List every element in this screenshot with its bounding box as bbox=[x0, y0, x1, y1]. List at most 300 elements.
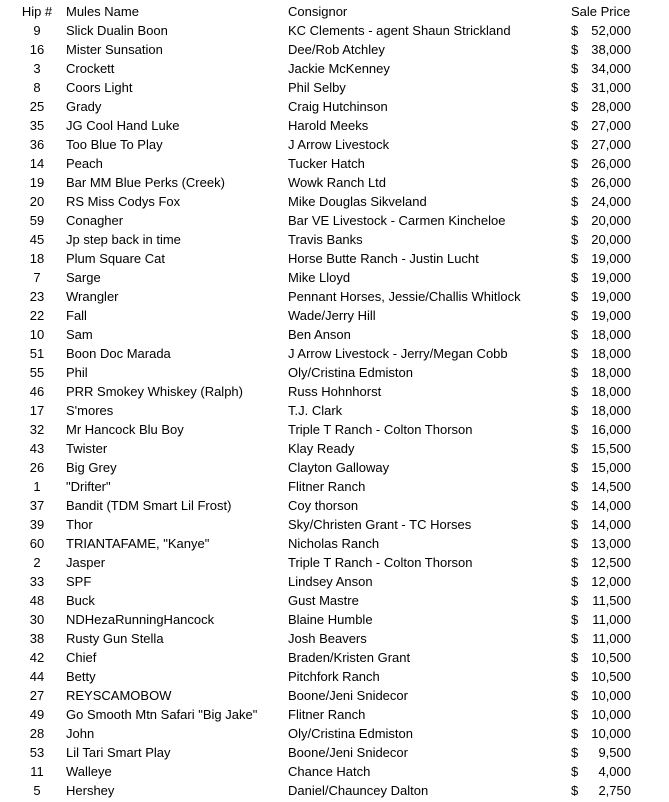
sale-price-inner bbox=[571, 781, 638, 800]
sale-price-cell bbox=[571, 382, 638, 401]
sale-price-amount: 20,000 bbox=[591, 232, 631, 247]
table-row bbox=[8, 249, 638, 268]
mule-name-cell: Big Grey bbox=[66, 460, 117, 475]
table-row bbox=[8, 306, 638, 325]
consignor-cell: Chance Hatch bbox=[288, 764, 371, 779]
consignor-cell: Sky/Christen Grant - TC Horses bbox=[288, 517, 472, 532]
currency-symbol: $ bbox=[571, 175, 579, 190]
sale-price-inner bbox=[571, 534, 638, 553]
mule-name-cell: Phil bbox=[66, 365, 88, 380]
mule-name-cell: "Drifter" bbox=[66, 479, 111, 494]
sale-price-amount: 10,000 bbox=[591, 688, 631, 703]
sale-price-inner bbox=[571, 420, 638, 439]
table-row bbox=[8, 724, 638, 743]
hip-number-cell: 27 bbox=[29, 688, 45, 703]
mule-name-cell: Jasper bbox=[66, 555, 106, 570]
sale-price-amount: 18,000 bbox=[591, 365, 631, 380]
hip-number-cell: 45 bbox=[29, 232, 45, 247]
sale-price-cell bbox=[571, 344, 638, 363]
sale-price-inner bbox=[571, 154, 638, 173]
consignor-cell: Blaine Humble bbox=[288, 612, 373, 627]
currency-symbol: $ bbox=[571, 42, 579, 57]
hip-number-cell: 32 bbox=[29, 422, 45, 437]
consignor-cell: Ben Anson bbox=[288, 327, 351, 342]
consignor-cell: Coy thorson bbox=[288, 498, 359, 513]
table-row bbox=[8, 572, 638, 591]
sale-price-cell bbox=[571, 420, 638, 439]
sale-price-cell bbox=[571, 591, 638, 610]
table-row bbox=[8, 287, 638, 306]
col-header-mules-name: Mules Name bbox=[66, 4, 139, 19]
consignor-cell: Gust Mastre bbox=[288, 593, 359, 608]
sale-price-inner bbox=[571, 648, 638, 667]
sale-price-amount: 12,500 bbox=[591, 555, 631, 570]
sale-price-inner bbox=[571, 401, 638, 420]
sale-price-inner bbox=[571, 192, 638, 211]
sale-price-amount: 9,500 bbox=[598, 745, 631, 760]
sale-price-inner bbox=[571, 230, 638, 249]
sale-price-cell bbox=[571, 534, 638, 553]
sale-price-amount: 18,000 bbox=[591, 384, 631, 399]
sale-price-cell bbox=[571, 781, 638, 800]
mule-name-cell: S'mores bbox=[66, 403, 114, 418]
consignor-cell: Lindsey Anson bbox=[288, 574, 373, 589]
sale-price-amount: 13,000 bbox=[591, 536, 631, 551]
col-header-consignor: Consignor bbox=[288, 4, 348, 19]
sale-price-inner bbox=[571, 572, 638, 591]
mule-name-cell: Walleye bbox=[66, 764, 112, 779]
sale-price-amount: 10,000 bbox=[591, 707, 631, 722]
hip-number-cell: 51 bbox=[29, 346, 45, 361]
sale-price-cell bbox=[571, 192, 638, 211]
hip-number-cell: 8 bbox=[33, 80, 41, 95]
sale-price-inner bbox=[571, 97, 638, 116]
table-row bbox=[8, 97, 638, 116]
sale-price-cell bbox=[571, 496, 638, 515]
table-row bbox=[8, 610, 638, 629]
hip-number-cell: 60 bbox=[29, 536, 45, 551]
sale-price-amount: 11,500 bbox=[592, 593, 631, 608]
mule-name-cell: Bar MM Blue Perks (Creek) bbox=[66, 175, 225, 190]
consignor-cell: Dee/Rob Atchley bbox=[288, 42, 385, 57]
table-row bbox=[8, 496, 638, 515]
currency-symbol: $ bbox=[571, 631, 579, 646]
mule-name-cell: Conagher bbox=[66, 213, 124, 228]
consignor-cell: J Arrow Livestock bbox=[288, 137, 390, 152]
table-row bbox=[8, 192, 638, 211]
hip-number-cell: 3 bbox=[33, 61, 41, 76]
sale-price-inner bbox=[571, 59, 638, 78]
currency-symbol: $ bbox=[571, 365, 579, 380]
currency-symbol: $ bbox=[571, 422, 579, 437]
consignor-cell: Pitchfork Ranch bbox=[288, 669, 380, 684]
table-row bbox=[8, 21, 638, 40]
consignor-cell: KC Clements - agent Shaun Strickland bbox=[288, 23, 511, 38]
table-row bbox=[8, 553, 638, 572]
hip-number-cell: 48 bbox=[29, 593, 45, 608]
currency-symbol: $ bbox=[571, 460, 579, 475]
sale-price-cell bbox=[571, 21, 638, 40]
sale-price-cell bbox=[571, 135, 638, 154]
hip-number-cell: 28 bbox=[29, 726, 45, 741]
mule-name-cell: JG Cool Hand Luke bbox=[66, 118, 180, 133]
sale-price-cell bbox=[571, 572, 638, 591]
hip-number-cell: 33 bbox=[29, 574, 45, 589]
table-row bbox=[8, 78, 638, 97]
mule-name-cell: Bandit (TDM Smart Lil Frost) bbox=[66, 498, 232, 513]
sale-price-inner bbox=[571, 610, 638, 629]
sale-price-amount: 10,500 bbox=[591, 669, 631, 684]
consignor-cell: Flitner Ranch bbox=[288, 707, 366, 722]
hip-number-cell: 9 bbox=[33, 23, 41, 38]
sale-price-amount: 19,000 bbox=[591, 289, 631, 304]
consignor-cell: Pennant Horses, Jessie/Challis Whitlock bbox=[288, 289, 521, 304]
currency-symbol: $ bbox=[571, 80, 579, 95]
currency-symbol: $ bbox=[571, 346, 579, 361]
sale-price-inner bbox=[571, 515, 638, 534]
sale-price-amount: 24,000 bbox=[591, 194, 631, 209]
table-row bbox=[8, 135, 638, 154]
sale-price-amount: 11,000 bbox=[592, 612, 631, 627]
sale-price-inner bbox=[571, 762, 638, 781]
sale-price-amount: 38,000 bbox=[591, 42, 631, 57]
currency-symbol: $ bbox=[571, 308, 579, 323]
sale-price-cell bbox=[571, 439, 638, 458]
currency-symbol: $ bbox=[571, 156, 579, 171]
sale-price-amount: 18,000 bbox=[591, 327, 631, 342]
sale-price-cell bbox=[571, 610, 638, 629]
currency-symbol: $ bbox=[571, 593, 579, 608]
sale-price-inner bbox=[571, 705, 638, 724]
consignor-cell: Klay Ready bbox=[288, 441, 355, 456]
sale-price-inner bbox=[571, 724, 638, 743]
sale-price-cell bbox=[571, 59, 638, 78]
currency-symbol: $ bbox=[571, 688, 579, 703]
col-header-sale-price: Sale Price bbox=[571, 4, 631, 19]
hip-number-cell: 11 bbox=[30, 764, 44, 779]
currency-symbol: $ bbox=[571, 707, 579, 722]
mule-name-cell: SPF bbox=[66, 574, 92, 589]
table-row bbox=[8, 762, 638, 781]
sale-price-cell bbox=[571, 97, 638, 116]
sale-price-cell bbox=[571, 287, 638, 306]
sale-price-amount: 31,000 bbox=[591, 80, 631, 95]
sale-price-amount: 27,000 bbox=[591, 118, 631, 133]
mule-name-cell: Coors Light bbox=[66, 80, 133, 95]
mule-name-cell: TRIANTAFAME, "Kanye" bbox=[66, 536, 210, 551]
consignor-cell: J Arrow Livestock - Jerry/Megan Cobb bbox=[288, 346, 508, 361]
sale-price-cell bbox=[571, 515, 638, 534]
hip-number-cell: 35 bbox=[29, 118, 45, 133]
sale-price-amount: 14,000 bbox=[591, 517, 631, 532]
hip-number-cell: 23 bbox=[29, 289, 45, 304]
sale-price-amount: 52,000 bbox=[591, 23, 631, 38]
currency-symbol: $ bbox=[571, 194, 579, 209]
currency-symbol: $ bbox=[571, 498, 579, 513]
consignor-cell: Bar VE Livestock - Carmen Kincheloe bbox=[288, 213, 506, 228]
sale-price-inner bbox=[571, 249, 638, 268]
sale-price-inner bbox=[571, 496, 638, 515]
hip-number-cell: 10 bbox=[29, 327, 45, 342]
sale-price-amount: 26,000 bbox=[591, 175, 631, 190]
mule-name-cell: Go Smooth Mtn Safari "Big Jake" bbox=[66, 707, 258, 722]
currency-symbol: $ bbox=[571, 137, 579, 152]
mule-name-cell: Mr Hancock Blu Boy bbox=[66, 422, 184, 437]
sale-price-amount: 27,000 bbox=[591, 137, 631, 152]
hip-number-cell: 42 bbox=[29, 650, 45, 665]
hip-number-cell: 43 bbox=[29, 441, 45, 456]
hip-number-cell: 46 bbox=[29, 384, 45, 399]
hip-number-cell: 38 bbox=[29, 631, 45, 646]
consignor-cell: Triple T Ranch - Colton Thorson bbox=[288, 422, 473, 437]
hip-number-cell: 44 bbox=[29, 669, 45, 684]
hip-number-cell: 36 bbox=[29, 137, 45, 152]
currency-symbol: $ bbox=[571, 118, 579, 133]
table-row bbox=[8, 173, 638, 192]
consignor-cell: Josh Beavers bbox=[288, 631, 367, 646]
consignor-cell: Wowk Ranch Ltd bbox=[288, 175, 387, 190]
table-row bbox=[8, 116, 638, 135]
consignor-cell: Nicholas Ranch bbox=[288, 536, 380, 551]
sale-price-cell bbox=[571, 705, 638, 724]
mule-name-cell: Sarge bbox=[66, 270, 101, 285]
table-row bbox=[8, 439, 638, 458]
hip-number-cell: 16 bbox=[29, 42, 45, 57]
sale-price-amount: 15,000 bbox=[591, 460, 631, 475]
hip-number-cell: 25 bbox=[29, 99, 45, 114]
table-row bbox=[8, 458, 638, 477]
hip-number-cell: 53 bbox=[29, 745, 45, 760]
currency-symbol: $ bbox=[571, 61, 579, 76]
hip-number-cell: 19 bbox=[29, 175, 45, 190]
table-row bbox=[8, 420, 638, 439]
hip-number-cell: 26 bbox=[29, 460, 45, 475]
currency-symbol: $ bbox=[571, 251, 579, 266]
hip-number-cell: 20 bbox=[29, 194, 45, 209]
sale-price-cell bbox=[571, 686, 638, 705]
table-row bbox=[8, 686, 638, 705]
sale-price-amount: 34,000 bbox=[591, 61, 631, 76]
currency-symbol: $ bbox=[571, 783, 579, 798]
table-row bbox=[8, 477, 638, 496]
sale-price-inner bbox=[571, 382, 638, 401]
consignor-cell: Craig Hutchinson bbox=[288, 99, 388, 114]
consignor-cell: Clayton Galloway bbox=[288, 460, 390, 475]
hip-number-cell: 49 bbox=[29, 707, 45, 722]
sale-price-amount: 26,000 bbox=[591, 156, 631, 171]
sale-price-cell bbox=[571, 629, 638, 648]
table-row bbox=[8, 230, 638, 249]
consignor-cell: Oly/Cristina Edmiston bbox=[288, 726, 413, 741]
mule-name-cell: RS Miss Codys Fox bbox=[66, 194, 181, 209]
consignor-cell: Horse Butte Ranch - Justin Lucht bbox=[288, 251, 479, 266]
sale-price-amount: 14,500 bbox=[591, 479, 631, 494]
mule-name-cell: John bbox=[66, 726, 95, 741]
sale-price-cell bbox=[571, 458, 638, 477]
sale-price-inner bbox=[571, 268, 638, 287]
table-row bbox=[8, 743, 638, 762]
sale-price-cell bbox=[571, 173, 638, 192]
hip-number-cell: 39 bbox=[29, 517, 45, 532]
consignor-cell: Jackie McKenney bbox=[288, 61, 390, 76]
mule-name-cell: Grady bbox=[66, 99, 102, 114]
mule-name-cell: Twister bbox=[66, 441, 108, 456]
currency-symbol: $ bbox=[571, 23, 579, 38]
sale-price-cell bbox=[571, 743, 638, 762]
sale-price-inner bbox=[571, 78, 638, 97]
sale-price-amount: 19,000 bbox=[591, 270, 631, 285]
sale-price-cell bbox=[571, 667, 638, 686]
table-row bbox=[8, 781, 638, 800]
currency-symbol: $ bbox=[571, 555, 579, 570]
consignor-cell: Mike Lloyd bbox=[288, 270, 351, 285]
sale-price-amount: 18,000 bbox=[591, 346, 631, 361]
sale-price-amount: 14,000 bbox=[591, 498, 631, 513]
table-row bbox=[8, 515, 638, 534]
header-row bbox=[8, 2, 638, 21]
mule-name-cell: Too Blue To Play bbox=[66, 137, 163, 152]
consignor-cell: Braden/Kristen Grant bbox=[288, 650, 411, 665]
currency-symbol: $ bbox=[571, 574, 579, 589]
consignor-cell: Oly/Cristina Edmiston bbox=[288, 365, 413, 380]
currency-symbol: $ bbox=[571, 517, 579, 532]
col-header-hip-number: Hip # bbox=[21, 4, 53, 19]
table-row bbox=[8, 648, 638, 667]
currency-symbol: $ bbox=[571, 403, 579, 418]
sale-price-cell bbox=[571, 401, 638, 420]
currency-symbol: $ bbox=[571, 270, 579, 285]
consignor-cell: Boone/Jeni Snidecor bbox=[288, 745, 408, 760]
mule-name-cell: Buck bbox=[66, 593, 95, 608]
currency-symbol: $ bbox=[571, 99, 579, 114]
hip-number-cell: 30 bbox=[29, 612, 45, 627]
hip-number-cell: 1 bbox=[33, 479, 41, 494]
sale-price-amount: 18,000 bbox=[591, 403, 631, 418]
hip-number-cell: 59 bbox=[29, 213, 45, 228]
hip-number-cell: 22 bbox=[29, 308, 45, 323]
consignor-cell: Daniel/Chauncey Dalton bbox=[288, 783, 429, 798]
consignor-cell: Phil Selby bbox=[288, 80, 346, 95]
sale-price-inner bbox=[571, 686, 638, 705]
table-row bbox=[8, 534, 638, 553]
sale-price-inner bbox=[571, 629, 638, 648]
hip-number-cell: 5 bbox=[33, 783, 41, 798]
sale-price-amount: 15,500 bbox=[591, 441, 631, 456]
mule-name-cell: Slick Dualin Boon bbox=[66, 23, 168, 38]
sale-price-inner bbox=[571, 173, 638, 192]
hip-number-cell: 37 bbox=[29, 498, 45, 513]
sale-price-amount: 11,000 bbox=[592, 631, 631, 646]
consignor-cell: Russ Hohnhorst bbox=[288, 384, 382, 399]
mule-name-cell: Boon Doc Marada bbox=[66, 346, 171, 361]
consignor-cell: Wade/Jerry Hill bbox=[288, 308, 376, 323]
table-row bbox=[8, 401, 638, 420]
table-row bbox=[8, 325, 638, 344]
currency-symbol: $ bbox=[571, 213, 579, 228]
sale-price-inner bbox=[571, 743, 638, 762]
sale-price-cell bbox=[571, 249, 638, 268]
consignor-cell: Tucker Hatch bbox=[288, 156, 365, 171]
mule-name-cell: REYSCAMOBOW bbox=[66, 688, 172, 703]
table-row bbox=[8, 59, 638, 78]
mule-name-cell: Wrangler bbox=[66, 289, 119, 304]
sale-price-inner bbox=[571, 211, 638, 230]
hip-number-cell: 14 bbox=[29, 156, 45, 171]
currency-symbol: $ bbox=[571, 232, 579, 247]
mule-name-cell: Jp step back in time bbox=[66, 232, 181, 247]
currency-symbol: $ bbox=[571, 327, 579, 342]
sale-price-inner bbox=[571, 458, 638, 477]
sale-price-cell bbox=[571, 116, 638, 135]
table-row bbox=[8, 591, 638, 610]
sale-price-inner bbox=[571, 21, 638, 40]
currency-symbol: $ bbox=[571, 745, 579, 760]
sale-price-cell bbox=[571, 477, 638, 496]
consignor-cell: Mike Douglas Sikveland bbox=[288, 194, 427, 209]
sale-price-cell bbox=[571, 325, 638, 344]
sale-price-cell bbox=[571, 154, 638, 173]
sale-price-inner bbox=[571, 439, 638, 458]
table-row bbox=[8, 382, 638, 401]
consignor-cell: Travis Banks bbox=[288, 232, 363, 247]
currency-symbol: $ bbox=[571, 764, 579, 779]
mule-name-cell: Chief bbox=[66, 650, 97, 665]
sale-price-amount: 16,000 bbox=[591, 422, 631, 437]
sale-price-cell bbox=[571, 78, 638, 97]
consignor-cell: Boone/Jeni Snidecor bbox=[288, 688, 408, 703]
sale-price-inner bbox=[571, 667, 638, 686]
mule-name-cell: PRR Smokey Whiskey (Ralph) bbox=[66, 384, 243, 399]
sale-price-amount: 20,000 bbox=[591, 213, 631, 228]
mule-name-cell: Peach bbox=[66, 156, 103, 171]
currency-symbol: $ bbox=[571, 726, 579, 741]
table-row bbox=[8, 154, 638, 173]
mule-name-cell: Betty bbox=[66, 669, 96, 684]
table-body bbox=[8, 21, 638, 800]
sale-price-amount: 4,000 bbox=[598, 764, 631, 779]
consignor-cell: Flitner Ranch bbox=[288, 479, 366, 494]
sale-price-inner bbox=[571, 477, 638, 496]
currency-symbol: $ bbox=[571, 289, 579, 304]
table-row bbox=[8, 40, 638, 59]
currency-symbol: $ bbox=[571, 669, 579, 684]
mule-name-cell: Fall bbox=[66, 308, 87, 323]
sale-price-cell bbox=[571, 211, 638, 230]
table-row bbox=[8, 705, 638, 724]
sale-price-inner bbox=[571, 591, 638, 610]
sale-price-cell bbox=[571, 268, 638, 287]
table-row bbox=[8, 344, 638, 363]
mule-name-cell: Mister Sunsation bbox=[66, 42, 163, 57]
hip-number-cell: 55 bbox=[29, 365, 45, 380]
consignor-cell: Harold Meeks bbox=[288, 118, 369, 133]
mule-name-cell: Hershey bbox=[66, 783, 115, 798]
sale-price-cell bbox=[571, 363, 638, 382]
sale-price-cell bbox=[571, 648, 638, 667]
mule-name-cell: Rusty Gun Stella bbox=[66, 631, 164, 646]
currency-symbol: $ bbox=[571, 479, 579, 494]
mule-name-cell: Sam bbox=[66, 327, 93, 342]
hip-number-cell: 17 bbox=[29, 403, 45, 418]
hip-number-cell: 7 bbox=[33, 270, 41, 285]
sale-price-inner bbox=[571, 363, 638, 382]
sale-price-cell bbox=[571, 553, 638, 572]
sale-price-amount: 10,500 bbox=[591, 650, 631, 665]
sale-price-inner bbox=[571, 325, 638, 344]
sale-price-inner bbox=[571, 40, 638, 59]
sale-price-inner bbox=[571, 116, 638, 135]
consignor-cell: T.J. Clark bbox=[288, 403, 343, 418]
